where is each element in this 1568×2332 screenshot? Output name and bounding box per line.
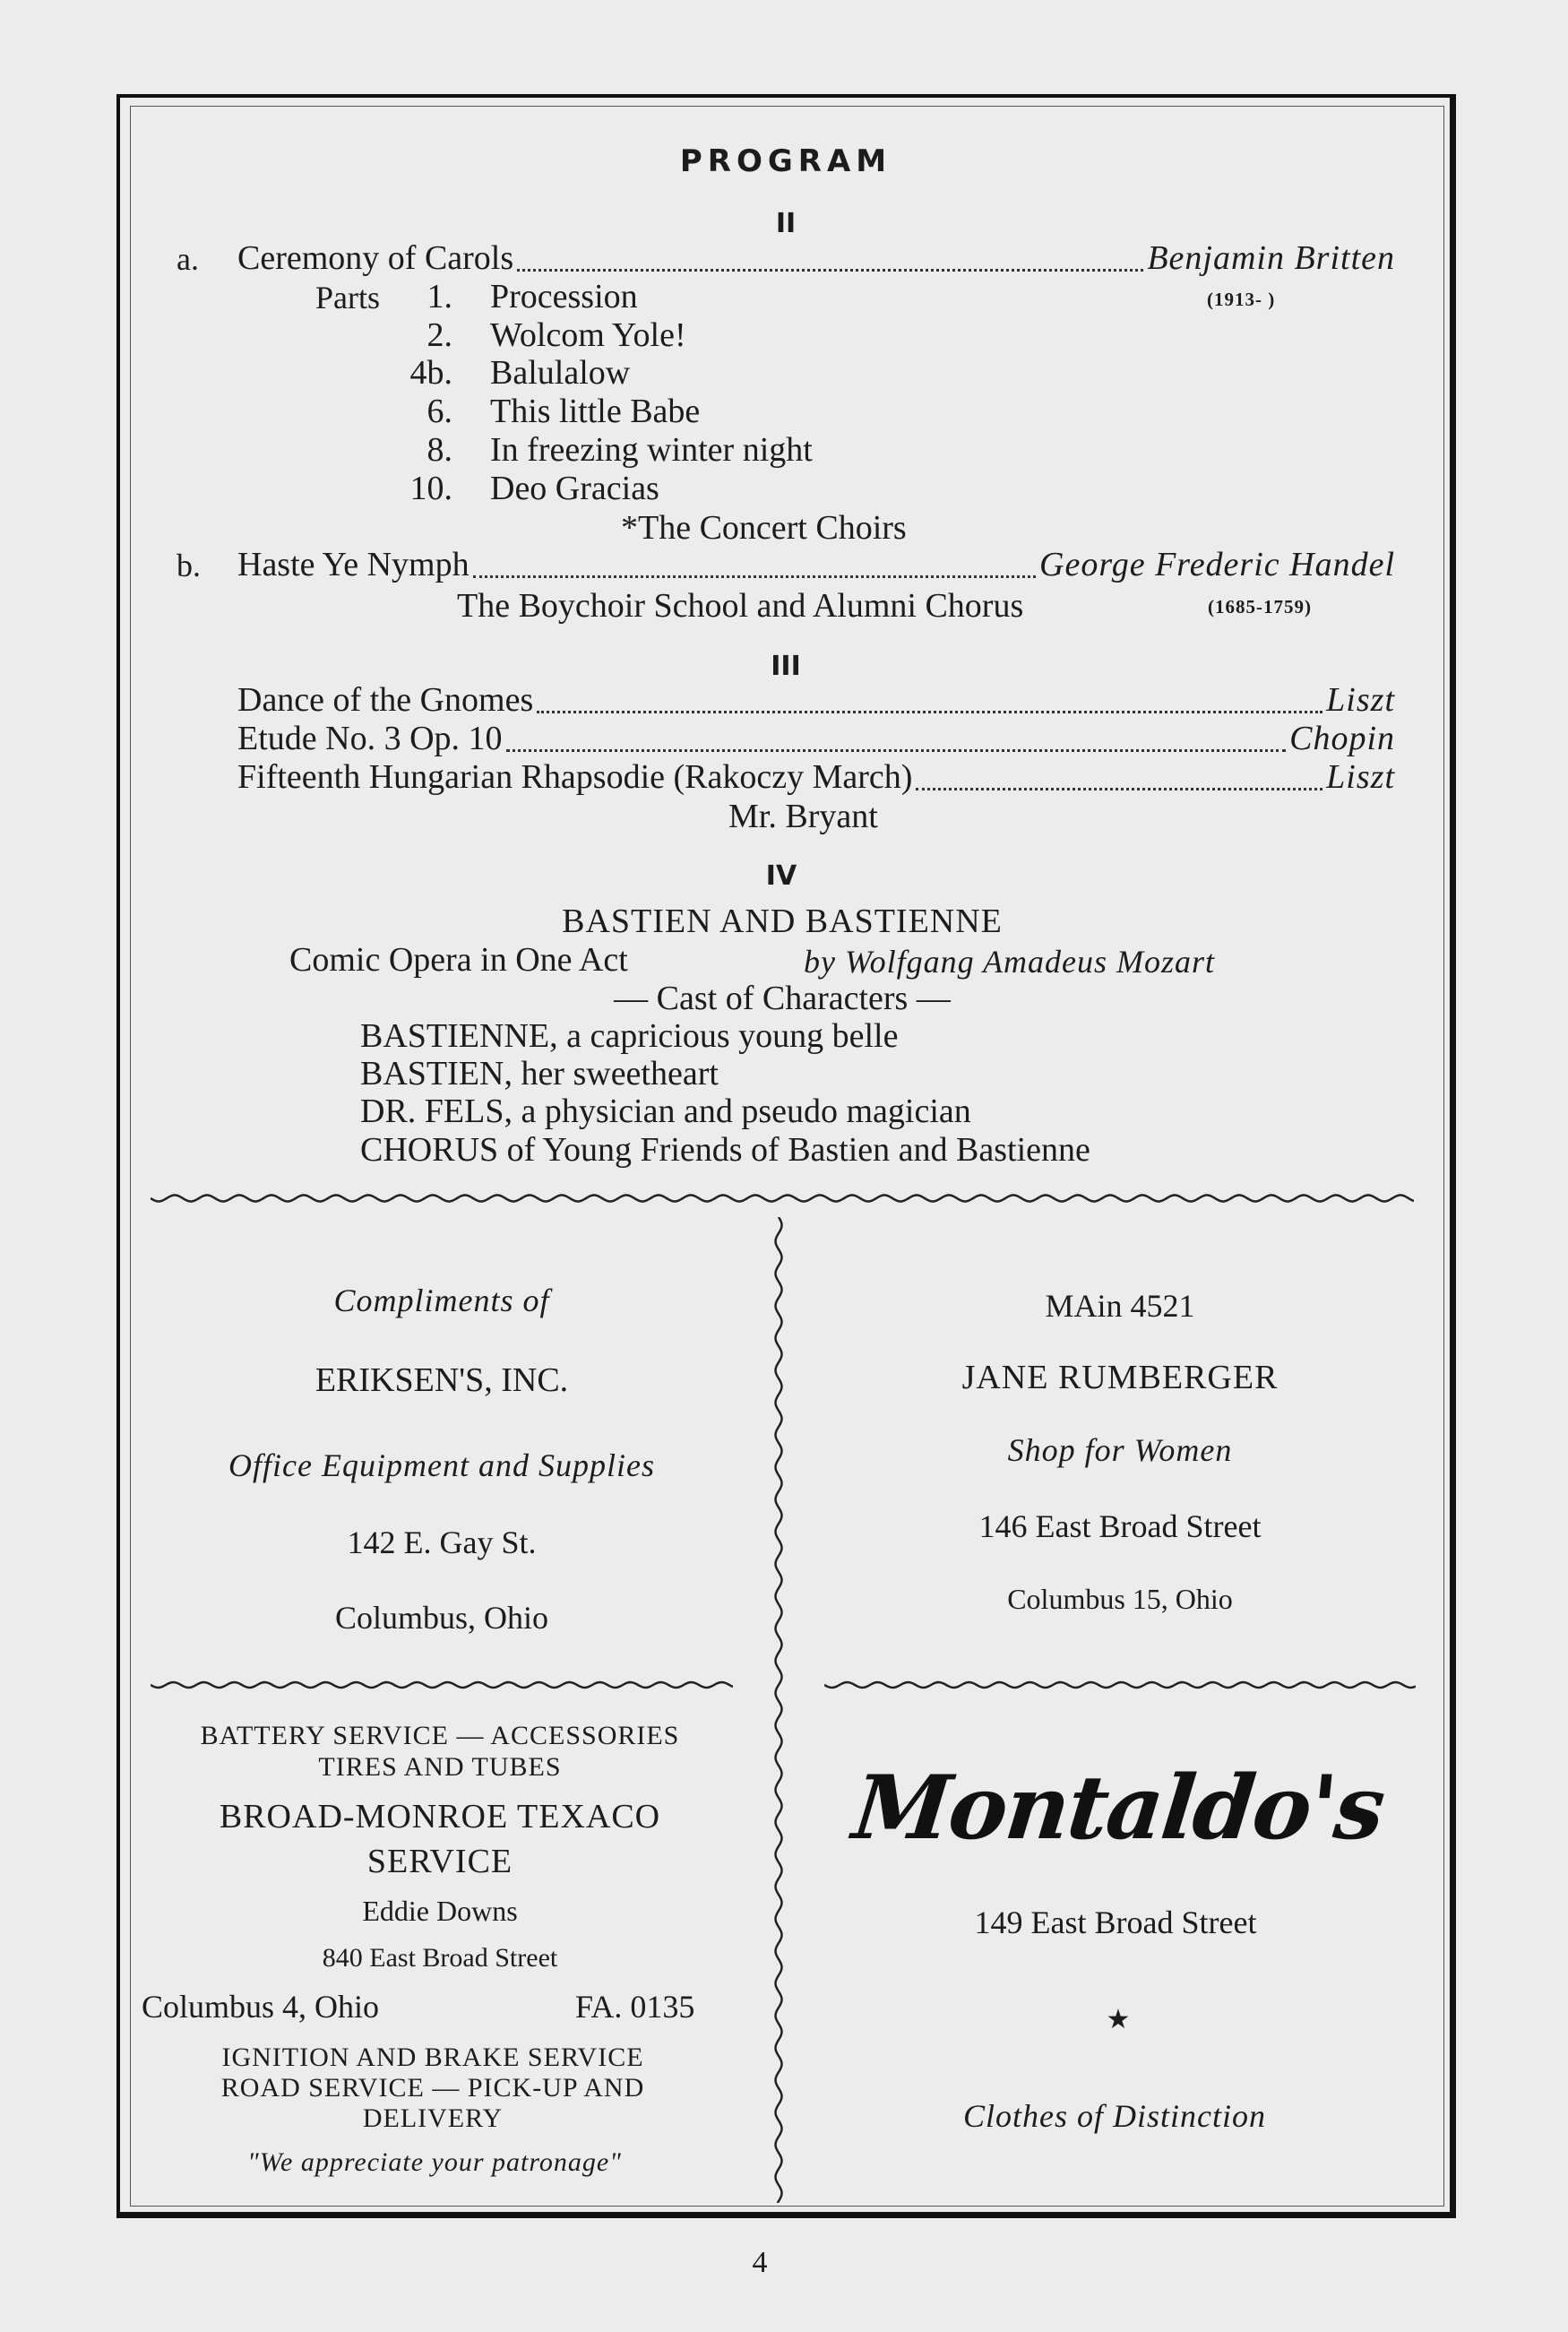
- part-num: 2.: [426, 316, 452, 354]
- eriksen-tagline: Office Equipment and Supplies: [228, 1447, 655, 1483]
- leader-dots: [537, 711, 1322, 713]
- item-b-performers: The Boychoir School and Alumni Chorus: [457, 587, 1024, 625]
- leader-dots: [473, 575, 1036, 578]
- piece-composer: Liszt: [1326, 681, 1395, 719]
- section-iii-numeral: III: [771, 651, 801, 682]
- item-a-letter: a.: [177, 241, 199, 277]
- texaco-contact: Eddie Downs: [362, 1895, 518, 1927]
- item-b-row: [237, 545, 1395, 584]
- rumberger-tagline: Shop for Women: [1007, 1432, 1233, 1468]
- part-num: 4b.: [409, 354, 452, 392]
- piece-title: Fifteenth Hungarian Rhapsodie (Rakoczy March): [237, 758, 913, 796]
- wavy-divider: [824, 1677, 1416, 1693]
- rumberger-phone: MAin 4521: [1045, 1288, 1195, 1324]
- program-heading: PROGRAM: [679, 143, 892, 179]
- part-num: 6.: [426, 393, 452, 430]
- cast-member: BASTIEN, her sweetheart: [360, 1055, 719, 1093]
- eriksen-name: ERIKSEN'S, INC.: [314, 1361, 569, 1399]
- part-num: 10.: [409, 470, 452, 507]
- piece-title: Etude No. 3 Op. 10: [237, 720, 503, 757]
- page-number: 4: [752, 2246, 768, 2279]
- item-a-dates: (1913- ): [1207, 289, 1276, 310]
- item-b-letter: b.: [177, 548, 201, 583]
- texaco-service3: DELIVERY: [362, 2103, 504, 2133]
- part-title: Deo Gracias: [490, 470, 659, 507]
- section-iii-row: [237, 757, 1395, 797]
- part-title: Procession: [490, 278, 638, 315]
- texaco-address: 840 East Broad Street: [322, 1943, 558, 1973]
- piece-composer: Liszt: [1326, 758, 1395, 796]
- texaco-line2: TIRES AND TUBES: [318, 1752, 562, 1782]
- part-title: In freezing winter night: [490, 431, 813, 469]
- texaco-line1: BATTERY SERVICE — ACCESSORIES: [200, 1721, 680, 1750]
- leader-dots: [916, 788, 1322, 790]
- vertical-divider: [769, 1217, 788, 2203]
- item-b-dates: (1685-1759): [1208, 596, 1312, 618]
- leader-dots: [506, 749, 1287, 752]
- piece-title: Dance of the Gnomes: [237, 681, 534, 719]
- section-iii-row: [237, 680, 1395, 720]
- cast-heading: — Cast of Characters —: [614, 980, 951, 1017]
- opera-title: BASTIEN AND BASTIENNE: [562, 903, 1003, 940]
- cast-member: DR. FELS, a physician and pseudo magician: [360, 1093, 971, 1130]
- wavy-divider: [151, 1188, 1414, 1208]
- cast-member: BASTIENNE, a capricious young belle: [360, 1017, 899, 1055]
- section-iii-row: [237, 719, 1395, 758]
- section-ii-numeral: II: [775, 208, 797, 239]
- texaco-slogan: "We appreciate your patronage": [247, 2147, 622, 2177]
- wavy-divider: [151, 1677, 733, 1693]
- texaco-service2: ROAD SERVICE — PICK-UP AND: [220, 2073, 645, 2103]
- cast-member: CHORUS of Young Friends of Bastien and Bastienne: [360, 1131, 1090, 1169]
- star-icon: ★: [1106, 2004, 1131, 2035]
- eriksen-compliments: Compliments of: [333, 1283, 550, 1318]
- part-title: Wolcom Yole!: [490, 316, 686, 354]
- section-iv-numeral: IV: [765, 860, 797, 892]
- texaco-city: Columbus 4, Ohio: [142, 1989, 380, 2025]
- eriksen-address: 142 E. Gay St.: [347, 1524, 537, 1560]
- part-title: This little Babe: [490, 393, 701, 430]
- leader-dots: [517, 269, 1143, 272]
- piece-composer: Chopin: [1289, 720, 1395, 757]
- part-title: Balulalow: [490, 354, 631, 392]
- item-a-title: Ceremony of Carols: [237, 239, 514, 277]
- texaco-service1: IGNITION AND BRAKE SERVICE: [221, 2043, 644, 2072]
- texaco-name2: SERVICE: [366, 1843, 513, 1880]
- eriksen-city: Columbus, Ohio: [334, 1600, 549, 1636]
- texaco-phone: FA. 0135: [575, 1989, 695, 2025]
- item-b-composer: George Frederic Handel: [1039, 546, 1395, 583]
- part-num: 8.: [426, 431, 452, 469]
- item-a-row: [237, 238, 1395, 278]
- item-a-composer: Benjamin Britten: [1147, 239, 1395, 277]
- section-iii-performer: Mr. Bryant: [728, 798, 878, 835]
- opera-composer: by Wolfgang Amadeus Mozart: [804, 944, 1216, 980]
- opera-subtitle: Comic Opera in One Act: [289, 941, 628, 979]
- item-b-title: Haste Ye Nymph: [237, 546, 470, 583]
- rumberger-address: 146 East Broad Street: [978, 1508, 1262, 1544]
- part-num: 1.: [426, 278, 452, 315]
- parts-label: Parts: [315, 280, 380, 315]
- rumberger-city: Columbus 15, Ohio: [1007, 1583, 1233, 1615]
- montaldo-logo: Montaldo's: [848, 1757, 1389, 1860]
- montaldo-address: 149 East Broad Street: [974, 1904, 1257, 1940]
- montaldo-tagline: Clothes of Distinction: [962, 2098, 1267, 2134]
- texaco-name1: BROAD-MONROE TEXACO: [219, 1798, 661, 1835]
- rumberger-name: JANE RUMBERGER: [961, 1359, 1279, 1396]
- item-a-performers: *The Concert Choirs: [621, 509, 907, 547]
